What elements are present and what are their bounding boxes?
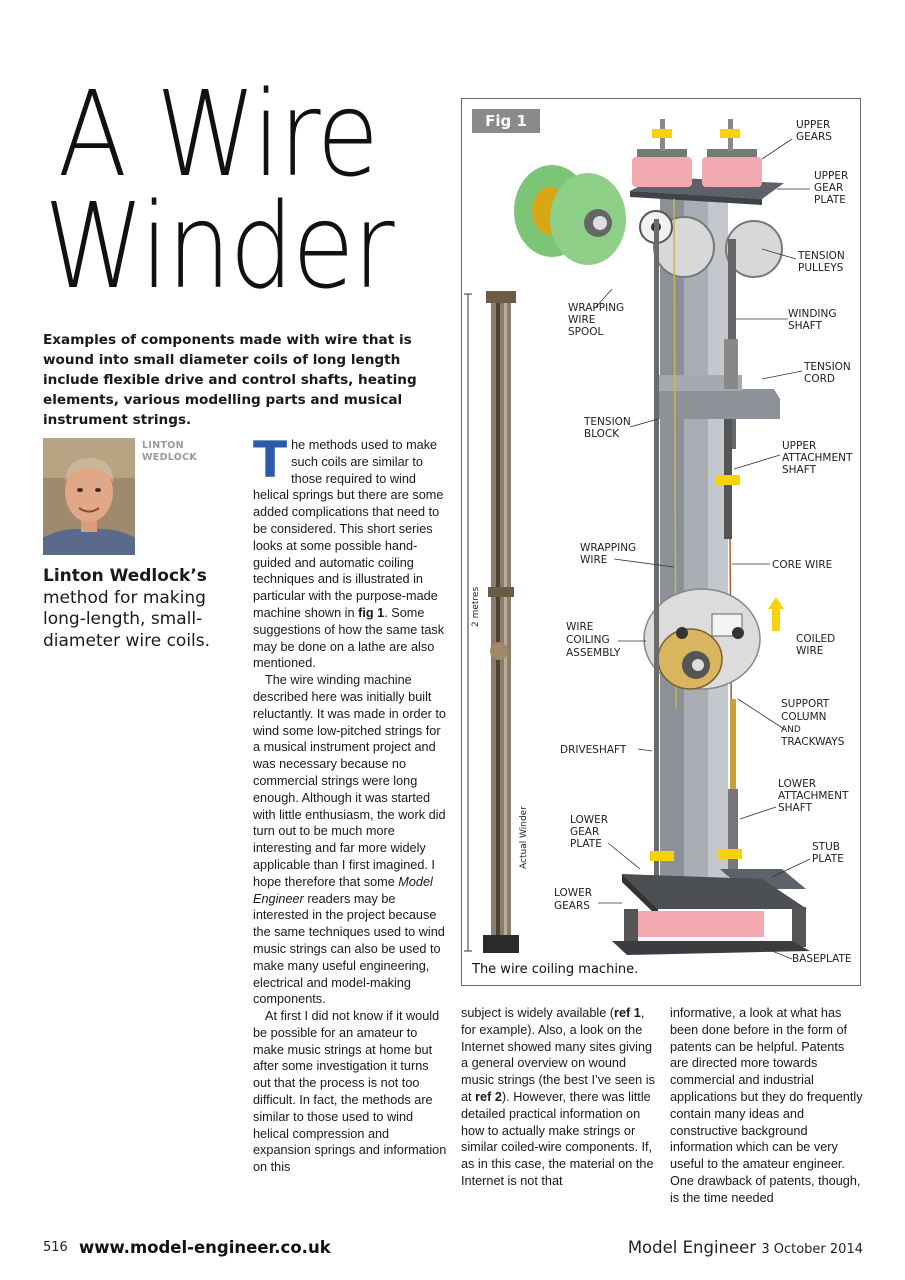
intro-text xyxy=(43,566,218,652)
label-lower-gear-plate-1: LOWER xyxy=(570,814,609,826)
p1-text: he methods used to make such coils are similar to those required to wind helical springs but there are some added complications that need to be considered. This short series looks at some possible hand-guided and automatic coiling techniques and is illustrated in particular with the purpose-made machine shown in xyxy=(253,438,444,620)
label-coiled-wire-1: COILED xyxy=(796,633,836,645)
label-winding-shaft-1: WINDING xyxy=(788,308,837,320)
actual-winder-label: Actual Winder xyxy=(519,806,529,869)
page-footer xyxy=(43,1238,863,1260)
label-lower-gears-2: GEARS xyxy=(554,900,590,912)
label-upper-attach-1: UPPER xyxy=(782,440,817,452)
author-tag-line-2: WEDLOCK xyxy=(142,452,198,463)
label-coiling-3: ASSEMBLY xyxy=(566,647,621,659)
label-coiled-wire-2: WIRE xyxy=(796,645,824,657)
label-tension-cord-1: TENSION xyxy=(804,361,851,373)
figure-1 xyxy=(461,98,861,986)
drop-cap: T xyxy=(253,431,288,489)
wire-winder-diagram xyxy=(462,99,862,987)
label-coiling-1: WIRE xyxy=(566,621,594,633)
label-upper-attach-2: ATTACHMENT xyxy=(782,452,853,464)
page-number: 516 xyxy=(43,1240,68,1255)
label-stub-plate-2: PLATE xyxy=(812,853,844,865)
label-upper-gear-plate-1: UPPER xyxy=(814,170,849,182)
body-column-2 xyxy=(461,1005,656,1190)
label-upper-gears-2: GEARS xyxy=(796,131,832,143)
c2-text-b: , for example). Also, a look on the Internet showed many sites giving a general overview on wound music strings (the best I’ve seen is at xyxy=(461,1006,655,1104)
label-upper-attach-3: SHAFT xyxy=(782,464,817,476)
ref-2: ref 2 xyxy=(475,1089,502,1104)
label-lower-attach-3: SHAFT xyxy=(778,802,813,814)
label-support-3: AND xyxy=(781,725,801,735)
label-driveshaft: DRIVESHAFT xyxy=(560,744,627,756)
label-lower-attach-2: ATTACHMENT xyxy=(778,790,849,802)
body-paragraph-2 xyxy=(253,672,448,1008)
intro-author: Linton Wedlock’s xyxy=(43,566,207,586)
intro-rest: method for making long-length, small-diameter wire coils. xyxy=(43,587,211,651)
magazine-mention: Model Engineer xyxy=(253,874,433,906)
label-tension-cord-2: CORD xyxy=(804,373,835,385)
label-lower-attach-1: LOWER xyxy=(778,778,817,790)
label-tension-block-2: BLOCK xyxy=(584,428,620,440)
label-lower-gear-plate-2: GEAR xyxy=(570,826,600,838)
label-wrapping-wire-2: WIRE xyxy=(580,554,608,566)
label-lower-gear-plate-3: PLATE xyxy=(570,838,602,850)
article-title xyxy=(44,65,393,315)
figure-label: Fig 1 xyxy=(472,109,540,133)
ref-1: ref 1 xyxy=(614,1006,641,1020)
c2-text-c: ). However, there was little detailed practical information on how to actually make strings or similar coiled-wire components. If, as in this case, the material on the Internet is not that xyxy=(461,1089,654,1188)
title-line-1: A Wire xyxy=(57,65,378,203)
p2-text-b: readers may be interested in the project because the same techniques used to wind music strings can also be used to make many useful engineering, electrical and model-making components. xyxy=(253,891,445,1007)
fig-reference: fig 1 xyxy=(358,605,385,620)
label-stub-plate-1: STUB xyxy=(812,841,840,853)
body-column-3 xyxy=(670,1005,865,1207)
label-winding-shaft-2: SHAFT xyxy=(788,320,823,332)
label-tension-pulleys-2: PULLEYS xyxy=(798,262,844,274)
label-core-wire: CORE WIRE xyxy=(772,559,833,571)
label-lower-gears-1: LOWER xyxy=(554,887,593,899)
label-support-1: SUPPORT xyxy=(781,698,830,710)
label-support-2: COLUMN xyxy=(781,711,827,723)
label-baseplate: BASEPLATE xyxy=(792,953,852,965)
author-tag-line-1: LINTON xyxy=(142,440,184,451)
issue-date: 3 October 2014 xyxy=(761,1242,863,1257)
label-wrapping-spool-3: SPOOL xyxy=(568,326,604,338)
body-paragraph-5: informative, a look at what has been done before in the form of patents can be helpful. Patents are directed more towards commercial and industrial applications but they do frequently contain many ideas and constructive background information which can be very useful to the amateur engineer. One drawback of patents, though, is the time needed xyxy=(670,1006,863,1205)
c2-text-a: subject is widely available ( xyxy=(461,1006,615,1020)
magazine-name: Model Engineer xyxy=(627,1238,757,1257)
website-link[interactable]: www.model-engineer.co.uk xyxy=(79,1238,331,1257)
author-photo xyxy=(43,438,135,555)
magazine-issue xyxy=(628,1238,863,1257)
machine xyxy=(514,119,810,955)
label-wrapping-wire-1: WRAPPING xyxy=(580,542,637,554)
label-tension-pulleys-1: TENSION xyxy=(798,250,845,262)
figure-caption: The wire coiling machine. xyxy=(472,962,639,977)
label-wrapping-spool-2: WIRE xyxy=(568,314,596,326)
title-line-2: Winder xyxy=(44,177,393,315)
label-upper-gears-1: UPPER xyxy=(796,119,831,131)
p2-text-a: The wire winding machine described here was initially built reluctantly. It was made in order to wind some low-pitched strings for a musical instrument project and was necessary because no commercial strings were long enough. Although it was started with little enthusiasm, the work did turn out to be much more interesting and far more widely applicable than I first imagined. I hope therefore that some xyxy=(253,673,446,889)
author-tag xyxy=(142,440,212,464)
body-paragraph-4 xyxy=(461,1005,656,1190)
dim-label: 2 metres xyxy=(471,586,481,627)
label-support-4: TRACKWAYS xyxy=(781,736,845,748)
label-upper-gear-plate-3: PLATE xyxy=(814,194,846,206)
p1-end: . Some suggestions of how the same task may be done on a lathe are also mentioned. xyxy=(253,605,445,671)
body-paragraph-3: At first I did not know if it would be possible for an amateur to make music strings at home but after some investigation it turns out that the process is not too difficult. In fact, the methods are similar to those used to wind helical compression and expansion springs and information on this xyxy=(253,1009,447,1175)
body-paragraph-1 xyxy=(253,431,448,672)
body-column-1 xyxy=(253,431,448,1176)
label-coiling-2: COILING xyxy=(566,634,610,646)
standfirst: Examples of components made with wire that is wound into small diameter coils of long length include flexible drive and control shafts, heating elements, various modelling parts and musical instrument strings. xyxy=(43,332,417,428)
label-upper-gear-plate-2: GEAR xyxy=(814,182,844,194)
actual-winder-photo xyxy=(483,291,519,953)
label-tension-block-1: TENSION xyxy=(584,416,631,428)
label-wrapping-spool-1: WRAPPING xyxy=(568,302,625,314)
